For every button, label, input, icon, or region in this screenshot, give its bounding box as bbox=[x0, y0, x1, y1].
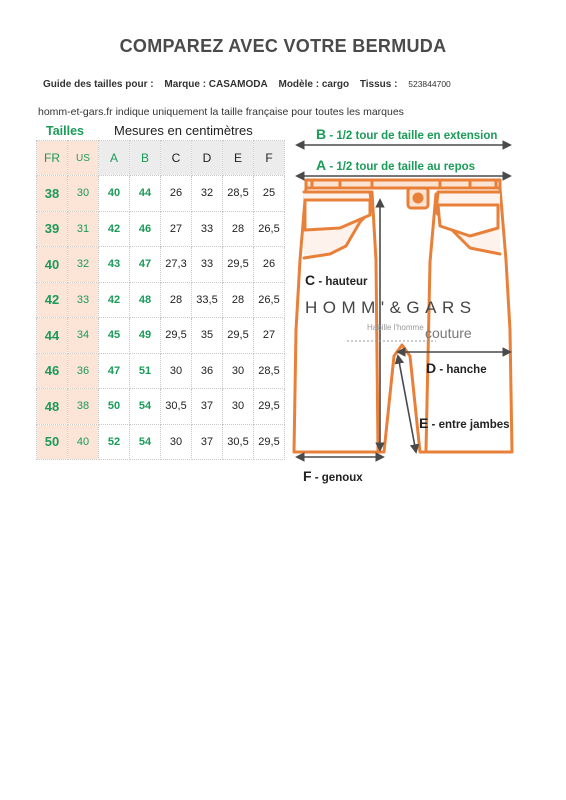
label-e-text: - entre jambes bbox=[428, 419, 510, 431]
cell-d: 33 bbox=[192, 247, 223, 283]
cell-d: 37 bbox=[192, 424, 223, 460]
cell-d: 33,5 bbox=[192, 282, 223, 318]
col-header-us: US bbox=[68, 141, 99, 176]
col-header-fr: FR bbox=[37, 141, 68, 176]
cell-us: 40 bbox=[68, 424, 99, 460]
cell-e: 30,5 bbox=[223, 424, 254, 460]
guide-marque: Marque : CASAMODA bbox=[164, 79, 268, 90]
cell-b: 44 bbox=[130, 176, 161, 212]
cell-f: 27 bbox=[254, 318, 285, 354]
cell-e: 29,5 bbox=[223, 247, 254, 283]
cell-f: 26,5 bbox=[254, 211, 285, 247]
col-header-c: C bbox=[161, 141, 192, 176]
cell-c: 26 bbox=[161, 176, 192, 212]
label-b bbox=[316, 126, 497, 142]
cell-e: 28 bbox=[223, 282, 254, 318]
cell-d: 35 bbox=[192, 318, 223, 354]
cell-e: 29,5 bbox=[223, 318, 254, 354]
tissus-label: Tissus : bbox=[359, 79, 398, 90]
cell-fr: 38 bbox=[37, 176, 68, 212]
cell-c: 28 bbox=[161, 282, 192, 318]
cell-b: 46 bbox=[130, 211, 161, 247]
col-header-a: A bbox=[99, 141, 130, 176]
label-e-letter: E bbox=[419, 415, 429, 431]
cell-fr: 39 bbox=[37, 211, 68, 247]
label-a-text: - 1/2 tour de taille au repos bbox=[326, 161, 476, 173]
label-c bbox=[305, 272, 368, 288]
cell-fr: 46 bbox=[37, 353, 68, 389]
cell-a: 42 bbox=[99, 282, 130, 318]
cell-fr: 40 bbox=[37, 247, 68, 283]
cell-us: 34 bbox=[68, 318, 99, 354]
cell-b: 47 bbox=[130, 247, 161, 283]
cell-c: 30 bbox=[161, 424, 192, 460]
cell-fr: 42 bbox=[37, 282, 68, 318]
cell-c: 29,5 bbox=[161, 318, 192, 354]
mesures-heading: Mesures en centimètres bbox=[114, 123, 253, 138]
cell-b: 54 bbox=[130, 389, 161, 425]
cell-c: 30,5 bbox=[161, 389, 192, 425]
label-e bbox=[419, 415, 510, 431]
arrow-e bbox=[398, 356, 416, 452]
brand-couture: couture bbox=[425, 325, 472, 341]
cell-us: 30 bbox=[68, 176, 99, 212]
col-header-d: D bbox=[192, 141, 223, 176]
label-d bbox=[426, 360, 487, 376]
cell-a: 40 bbox=[99, 176, 130, 212]
cell-a: 45 bbox=[99, 318, 130, 354]
label-c-letter: C bbox=[305, 272, 316, 288]
label-d-text: - hanche bbox=[436, 364, 487, 376]
cell-b: 49 bbox=[130, 318, 161, 354]
cell-us: 38 bbox=[68, 389, 99, 425]
cell-c: 27 bbox=[161, 211, 192, 247]
french-size-note: homm-et-gars.fr indique uniquement la taille française pour toutes les marques bbox=[38, 106, 404, 118]
brand-tagline: Habille l'homme bbox=[367, 323, 424, 332]
guide-modele: Modèle : cargo bbox=[278, 79, 350, 90]
label-d-letter: D bbox=[426, 360, 437, 376]
cell-f: 25 bbox=[254, 176, 285, 212]
cell-e: 28 bbox=[223, 211, 254, 247]
cell-d: 33 bbox=[192, 211, 223, 247]
cell-us: 31 bbox=[68, 211, 99, 247]
tailles-heading: Tailles bbox=[46, 124, 84, 138]
cell-c: 27,3 bbox=[161, 247, 192, 283]
cell-a: 47 bbox=[99, 353, 130, 389]
cell-a: 50 bbox=[99, 389, 130, 425]
label-f bbox=[303, 468, 363, 484]
label-f-text: - genoux bbox=[311, 472, 363, 484]
cell-d: 32 bbox=[192, 176, 223, 212]
cell-f: 28,5 bbox=[254, 353, 285, 389]
cell-a: 52 bbox=[99, 424, 130, 460]
col-header-e: E bbox=[223, 141, 254, 176]
cell-us: 36 bbox=[68, 353, 99, 389]
cell-b: 54 bbox=[130, 424, 161, 460]
col-header-f: F bbox=[254, 141, 285, 176]
cell-d: 37 bbox=[192, 389, 223, 425]
cell-us: 33 bbox=[68, 282, 99, 318]
page-title: COMPAREZ AVEC VOTRE BERMUDA bbox=[119, 36, 447, 56]
cell-f: 29,5 bbox=[254, 389, 285, 425]
label-b-letter: B bbox=[316, 126, 327, 142]
label-b-text: - 1/2 tour de taille en extension bbox=[326, 130, 498, 142]
cell-e: 28,5 bbox=[223, 176, 254, 212]
cell-fr: 48 bbox=[37, 389, 68, 425]
cell-d: 36 bbox=[192, 353, 223, 389]
cell-us: 32 bbox=[68, 247, 99, 283]
cell-e: 30 bbox=[223, 353, 254, 389]
cell-f: 29,5 bbox=[254, 424, 285, 460]
guide-label: Guide des tailles pour : bbox=[43, 79, 154, 90]
cell-a: 42 bbox=[99, 211, 130, 247]
col-header-b: B bbox=[130, 141, 161, 176]
cell-fr: 44 bbox=[37, 318, 68, 354]
label-a bbox=[316, 157, 475, 173]
cell-f: 26,5 bbox=[254, 282, 285, 318]
cell-c: 30 bbox=[161, 353, 192, 389]
label-c-text: - hauteur bbox=[315, 276, 368, 288]
tissus-value: 523844700 bbox=[408, 79, 451, 89]
cell-a: 43 bbox=[99, 247, 130, 283]
cell-b: 48 bbox=[130, 282, 161, 318]
label-f-letter: F bbox=[303, 468, 312, 484]
cell-f: 26 bbox=[254, 247, 285, 283]
cell-b: 51 bbox=[130, 353, 161, 389]
brand-logo: HOMM'&GARS bbox=[305, 298, 477, 317]
cell-fr: 50 bbox=[37, 424, 68, 460]
cell-e: 30 bbox=[223, 389, 254, 425]
label-a-letter: A bbox=[316, 157, 327, 173]
